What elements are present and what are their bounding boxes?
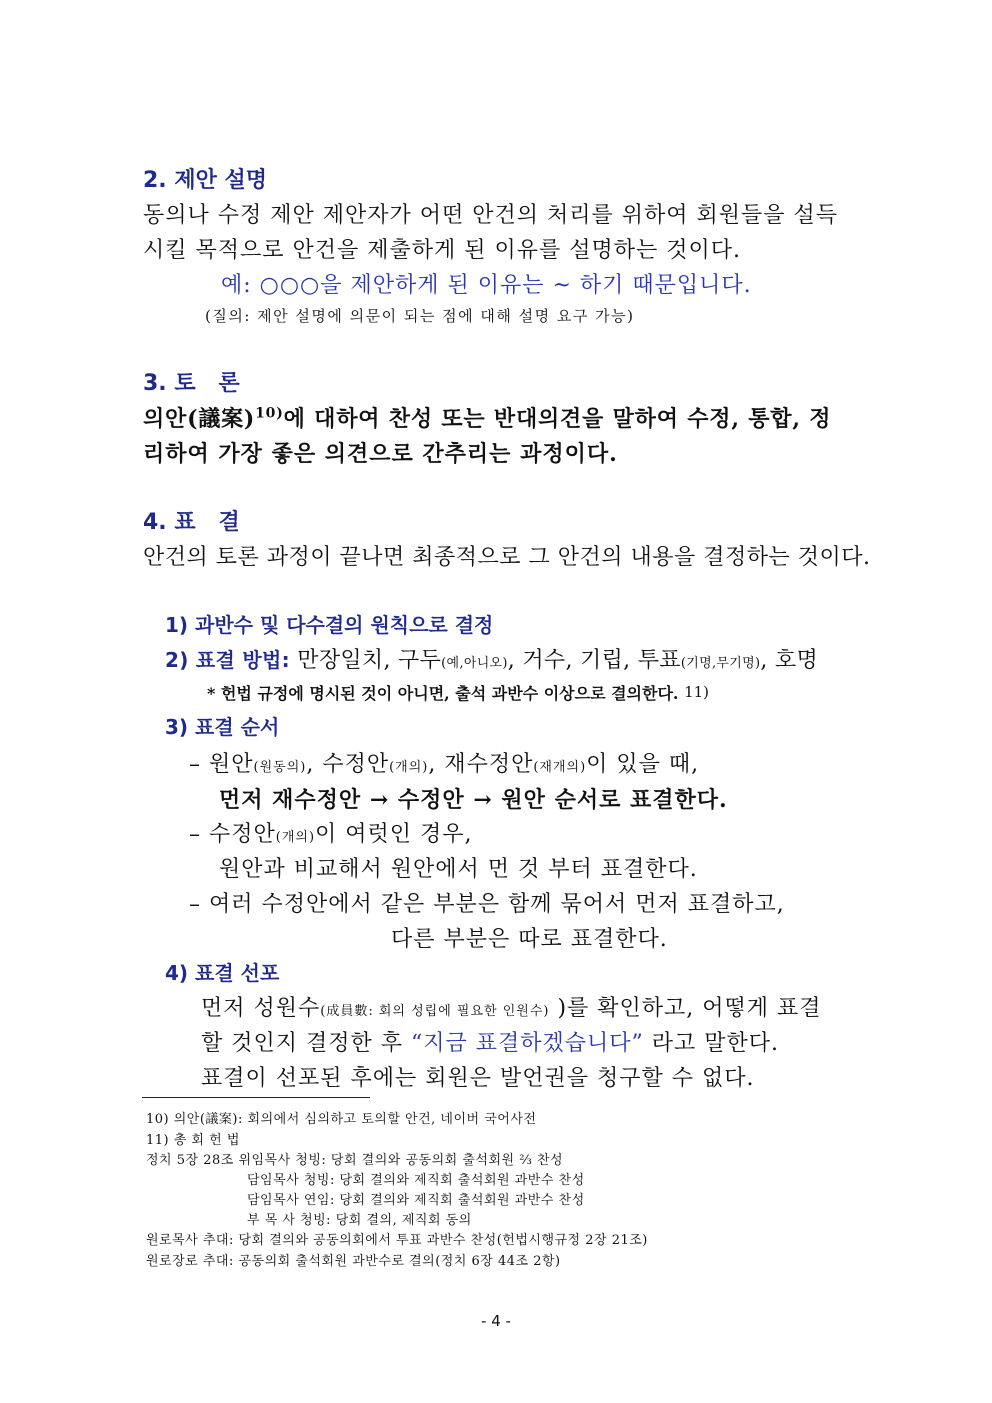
vote-method-b-note: (기명,무기명)	[680, 656, 761, 671]
declare-quote: “지금 표결하겠습니다”	[411, 1031, 644, 1056]
page-number: - 4 -	[481, 1312, 511, 1330]
footnote-rule-3: 담임목사 연임: 당회 결의와 제직회 출석회원 과반수 찬성	[247, 1193, 585, 1208]
debate-line-1	[143, 402, 831, 433]
vote-item-4: 4) 표결 선포	[165, 961, 280, 985]
order-3-line-1: – 여러 수정안에서 같은 부분은 함께 묶어서 먼저 표결하고,	[189, 892, 785, 917]
order-1-tail: 이 있을 때,	[586, 752, 700, 777]
vote-intro: 안건의 토론 과정이 끝나면 최종적으로 그 안건의 내용을 결정하는 것이다.	[143, 545, 871, 570]
vote-item-2-label: 2) 표결 방법:	[165, 648, 290, 672]
footnote-rule-2: 담임목사 청빙: 당회 결의와 제직회 출석회원 과반수 찬성	[247, 1173, 585, 1188]
order-1-reamend-note: (재개의)	[533, 760, 587, 775]
section-title-proposal: 2. 제안 설명	[143, 168, 267, 193]
proposal-question-note: (질의: 제안 설명에 의문이 되는 점에 대해 설명 요구 가능)	[205, 307, 635, 325]
footnote-rule-4: 부 목 사 청빙: 당회 결의, 제직회 동의	[247, 1213, 472, 1228]
proposal-example: 예: ○○○을 제안하게 된 이유는 ~ 하기 때문입니다.	[221, 273, 752, 298]
declare-quorum: 먼저 성원수	[201, 996, 321, 1021]
declare-quorum-note: (成員數: 회의 성립에 필요한 인원수)	[320, 1004, 550, 1019]
order-2-line-1	[189, 817, 473, 848]
order-1-amend-note: (개의)	[389, 760, 429, 775]
declare-line-3: 표결이 선포된 후에는 회원은 발언권을 청구할 수 없다.	[201, 1066, 755, 1091]
order-3-line-2: 다른 부분은 따로 표결한다.	[391, 927, 668, 952]
order-1-reamend: , 재수정안	[428, 752, 534, 777]
declare-line-2	[201, 1026, 779, 1057]
footnote-10: 10) 의안(議案): 회의에서 심의하고 토의할 안건, 네이버 국어사전	[146, 1112, 537, 1127]
vote-note-text: * 헌법 규정에 명시된 것이 아니면, 출석 과반수 이상으로 결의한다.	[207, 684, 679, 703]
footnote-rule-6: 원로장로 추대: 공동의회 출석회원 과반수로 결의(정치 6장 44조 2항)	[146, 1254, 561, 1269]
vote-method-a: 만장일치, 구두	[289, 648, 442, 673]
proposal-line-2: 시킬 목적으로 안건을 제출하게 된 이유를 설명하는 것이다.	[143, 238, 741, 263]
debate-line-2: 리하여 가장 좋은 의견으로 간추리는 과정이다.	[143, 441, 618, 467]
order-2-amend-note: (개의)	[275, 830, 316, 845]
order-1-original: – 원안	[189, 752, 254, 777]
order-1-line-1	[189, 747, 699, 778]
section-title-debate: 3. 토 론	[143, 371, 240, 396]
declare-line-2-a: 할 것인지 결정한 후	[201, 1031, 411, 1056]
vote-method-a-note: (예,아니오)	[441, 656, 508, 671]
order-2-tail: 이 여럿인 경우,	[315, 822, 473, 847]
footnote-11: 11) 총 회 헌 법	[146, 1133, 240, 1148]
debate-term: 의안(議案)	[143, 406, 256, 432]
vote-item-2	[165, 643, 818, 674]
vote-method-c: , 호명	[760, 648, 819, 673]
footnote-divider	[142, 1097, 370, 1098]
section-title-vote: 4. 표 결	[143, 510, 240, 535]
debate-line-1-rest: 에 대하여 찬성 또는 반대의견을 말하여 수정, 통합, 정	[283, 406, 832, 432]
declare-line-1-rest: )를 확인하고, 어떻게 표결	[549, 996, 822, 1021]
proposal-line-1	[143, 198, 851, 229]
footnote-ref-10: 10)	[255, 405, 284, 422]
vote-item-2-note	[207, 681, 709, 704]
order-2-amend: – 수정안	[189, 822, 276, 847]
vote-item-3: 3) 표결 순서	[165, 715, 280, 739]
order-1-amend: , 수정안	[306, 752, 390, 777]
order-1-line-2: 먼저 재수정안 → 수정안 → 원안 순서로 표결한다.	[219, 787, 728, 813]
footnote-ref-11: 11)	[684, 683, 710, 701]
proposal-line-1-text: 동의나 수정 제안 제안자가 어떤 안건의 처리를 위하여 회원들을 설득	[143, 203, 838, 228]
footnote-rule-5: 원로목사 추대: 당회 결의와 공동의회에서 투표 과반수 찬성(헌법시행규정 2장 21조)	[146, 1233, 648, 1248]
declare-line-1	[201, 991, 822, 1022]
vote-method-b: , 거수, 기립, 투표	[507, 648, 681, 673]
vote-item-1: 1) 과반수 및 다수결의 원칙으로 결정	[165, 613, 494, 637]
order-1-original-note: (원동의)	[253, 760, 307, 775]
declare-line-2-b: 라고 말한다.	[643, 1031, 780, 1056]
footnote-rule-1: 정치 5장 28조 위임목사 청빙: 당회 결의와 공동의회 출석회원 ⅔ 찬성	[146, 1153, 564, 1168]
order-2-line-2: 원안과 비교해서 원안에서 먼 것 부터 표결한다.	[219, 857, 698, 882]
